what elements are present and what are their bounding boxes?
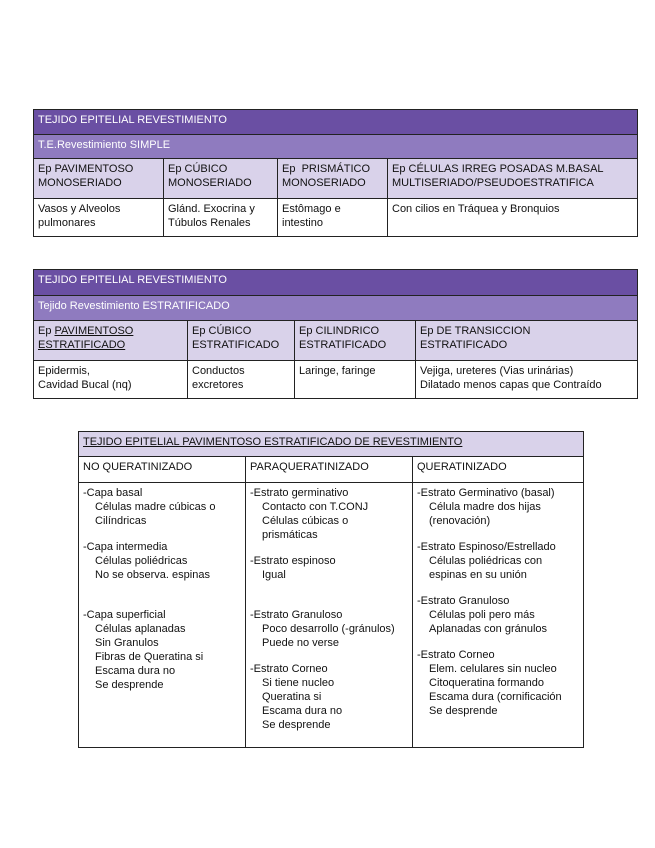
stratum-detail: Queratina si xyxy=(262,691,322,703)
table3-header: QUERATINIZADO xyxy=(413,457,584,483)
cell-line: intestino xyxy=(282,217,323,229)
table1-cell xyxy=(388,199,638,237)
cell-line: Epidermis, xyxy=(38,365,90,377)
stratum-detail: (renovación) xyxy=(429,515,491,527)
stratum-detail: Aplanadas con gránulos xyxy=(429,623,548,635)
cell-line: Vasos y Alveolos xyxy=(38,203,121,215)
table-simple-epithelium xyxy=(33,109,638,237)
cell-line: ESTRATIFICADO xyxy=(192,339,280,351)
table2-subtitle: Tejido Revestimiento ESTRATIFICADO xyxy=(34,296,638,321)
stratum-detail: Células poliédricas xyxy=(95,555,188,567)
stratum-heading: -Capa basal xyxy=(83,487,143,499)
stratum-detail: Se desprende xyxy=(95,679,164,691)
stratum-detail: Escama dura (cornificación xyxy=(429,691,562,703)
cell-line: Ep DE TRANSICCION xyxy=(420,325,531,337)
stratum-group xyxy=(250,662,408,732)
stratum-group xyxy=(83,608,241,692)
stratum-detail: Puede no verse xyxy=(262,637,340,649)
stratum-group xyxy=(417,594,579,636)
stratum-heading: -Estrato Granuloso xyxy=(250,609,343,621)
cell-line: Ep CÚBICO xyxy=(168,163,228,175)
stratum-detail: Contacto con T.CONJ xyxy=(262,501,369,513)
table1-cell xyxy=(34,199,164,237)
stratum-detail: Células poliédricas con xyxy=(429,555,543,567)
table2-header xyxy=(34,321,188,361)
stratum-heading: -Estrato germinativo xyxy=(250,487,349,499)
stratum-detail: Célula madre dos hijas xyxy=(429,501,541,513)
stratum-detail: Cilíndricas xyxy=(95,515,147,527)
table2-header xyxy=(295,321,416,361)
cell-line: MONOSERIADO xyxy=(282,177,366,189)
stratum-group xyxy=(83,540,241,582)
table2-title: TEJIDO EPITELIAL REVESTIMIENTO xyxy=(34,270,638,296)
table2-cell xyxy=(416,361,638,399)
stratum-group xyxy=(250,486,408,542)
stratum-detail: Células aplanadas xyxy=(95,623,186,635)
stratum-detail: Igual xyxy=(262,569,286,581)
stratum-detail: Si tiene nucleo xyxy=(262,677,335,689)
stratum-group xyxy=(417,486,579,528)
stratum-detail: Fibras de Queratina si xyxy=(95,651,204,663)
stratum-group xyxy=(417,540,579,582)
stratum-detail: Sin Granulos xyxy=(95,637,159,649)
stratum-detail: Poco desarrollo (-gránulos) xyxy=(262,623,395,635)
cell-line: Ep CILINDRICO xyxy=(299,325,380,337)
stratum-heading: -Estrato Espinoso/Estrellado xyxy=(417,541,556,553)
cell-line: Vejiga, ureteres (Vias urinárias) xyxy=(420,365,574,377)
stratum-detail: Se desprende xyxy=(262,719,331,731)
cell-line: Conductos xyxy=(192,365,245,377)
table1-header xyxy=(34,159,164,199)
cell-line: MULTISERIADO/PSEUDOESTRATIFICA xyxy=(392,177,594,189)
table3-header: NO QUERATINIZADO xyxy=(79,457,246,483)
table1-subtitle: T.E.Revestimiento SIMPLE xyxy=(34,135,638,159)
table1-cell xyxy=(164,199,278,237)
stratum-detail: Citoqueratina formando xyxy=(429,677,544,689)
stratum-detail: Células cúbicas o xyxy=(262,515,349,527)
stratum-detail: Elem. celulares sin nucleo xyxy=(429,663,557,675)
cell-line: Dilatado menos capas que Contraído xyxy=(420,379,602,391)
cell-line: ESTRATIFICADO xyxy=(420,339,508,351)
cell-line: Ep PAVIMENTOSO xyxy=(38,163,134,175)
stratum-group xyxy=(417,648,579,718)
stratum-heading: -Estrato Germinativo (basal) xyxy=(417,487,555,499)
cell-line: Ep PAVIMENTOSO xyxy=(38,325,134,337)
table1-title: TEJIDO EPITELIAL REVESTIMIENTO xyxy=(34,110,638,135)
stratum-group xyxy=(83,486,241,528)
table-pavimentoso-stratified xyxy=(78,431,584,748)
table1-header xyxy=(388,159,638,199)
stratum-group xyxy=(250,608,408,650)
stratum-detail: espinas en su unión xyxy=(429,569,527,581)
stratum-group xyxy=(250,554,408,582)
cell-line: Estômago e xyxy=(282,203,341,215)
stratum-heading: -Capa superficial xyxy=(83,609,166,621)
stratum-detail: Células poli pero más xyxy=(429,609,535,621)
table3-col-no-queratinizado xyxy=(79,483,246,748)
table2-header xyxy=(416,321,638,361)
stratum-detail: Se desprende xyxy=(429,705,498,717)
table1-header xyxy=(164,159,278,199)
table2-cell xyxy=(188,361,295,399)
cell-line: Túbulos Renales xyxy=(168,217,251,229)
table3-title: TEJIDO EPITELIAL PAVIMENTOSO ESTRATIFICADO DE REVESTIMIENTO xyxy=(79,432,584,457)
table2-header xyxy=(188,321,295,361)
cell-line: Con cilios en Tráquea y Bronquios xyxy=(392,203,560,215)
stratum-detail: Escama dura no xyxy=(262,705,343,717)
cell-line: Glánd. Exocrina y xyxy=(168,203,255,215)
table3-col-paraqueratinizado xyxy=(246,483,413,748)
cell-line: Cavidad Bucal (nq) xyxy=(38,379,132,391)
cell-line: excretores xyxy=(192,379,244,391)
stratum-heading: -Capa intermedia xyxy=(83,541,168,553)
cell-line: ESTRATIFICADO xyxy=(299,339,387,351)
cell-line: MONOSERIADO xyxy=(38,177,122,189)
stratum-detail: Escama dura no xyxy=(95,665,176,677)
stratum-detail: Células madre cúbicas o xyxy=(95,501,216,513)
stratum-heading: -Estrato espinoso xyxy=(250,555,336,567)
cell-line: Ep PRISMÁTICO xyxy=(282,163,371,175)
cell-line: MONOSERIADO xyxy=(168,177,252,189)
cell-line: pulmonares xyxy=(38,217,96,229)
table-stratified-epithelium xyxy=(33,269,638,399)
table1-header xyxy=(278,159,388,199)
table3-col-queratinizado xyxy=(413,483,584,748)
stratum-detail: No se observa. espinas xyxy=(95,569,210,581)
stratum-detail: prismáticas xyxy=(262,529,318,541)
cell-line: Laringe, faringe xyxy=(299,365,376,377)
table3-header: PARAQUERATINIZADO xyxy=(246,457,413,483)
stratum-heading: -Estrato Corneo xyxy=(417,649,495,661)
table2-cell xyxy=(295,361,416,399)
cell-line: ESTRATIFICADO xyxy=(38,339,126,351)
stratum-heading: -Estrato Granuloso xyxy=(417,595,510,607)
stratum-heading: -Estrato Corneo xyxy=(250,663,328,675)
table1-cell xyxy=(278,199,388,237)
cell-line: Ep CÚBICO xyxy=(192,325,252,337)
table2-cell xyxy=(34,361,188,399)
cell-line: Ep CÉLULAS IRREG POSADAS M.BASAL xyxy=(392,163,604,175)
